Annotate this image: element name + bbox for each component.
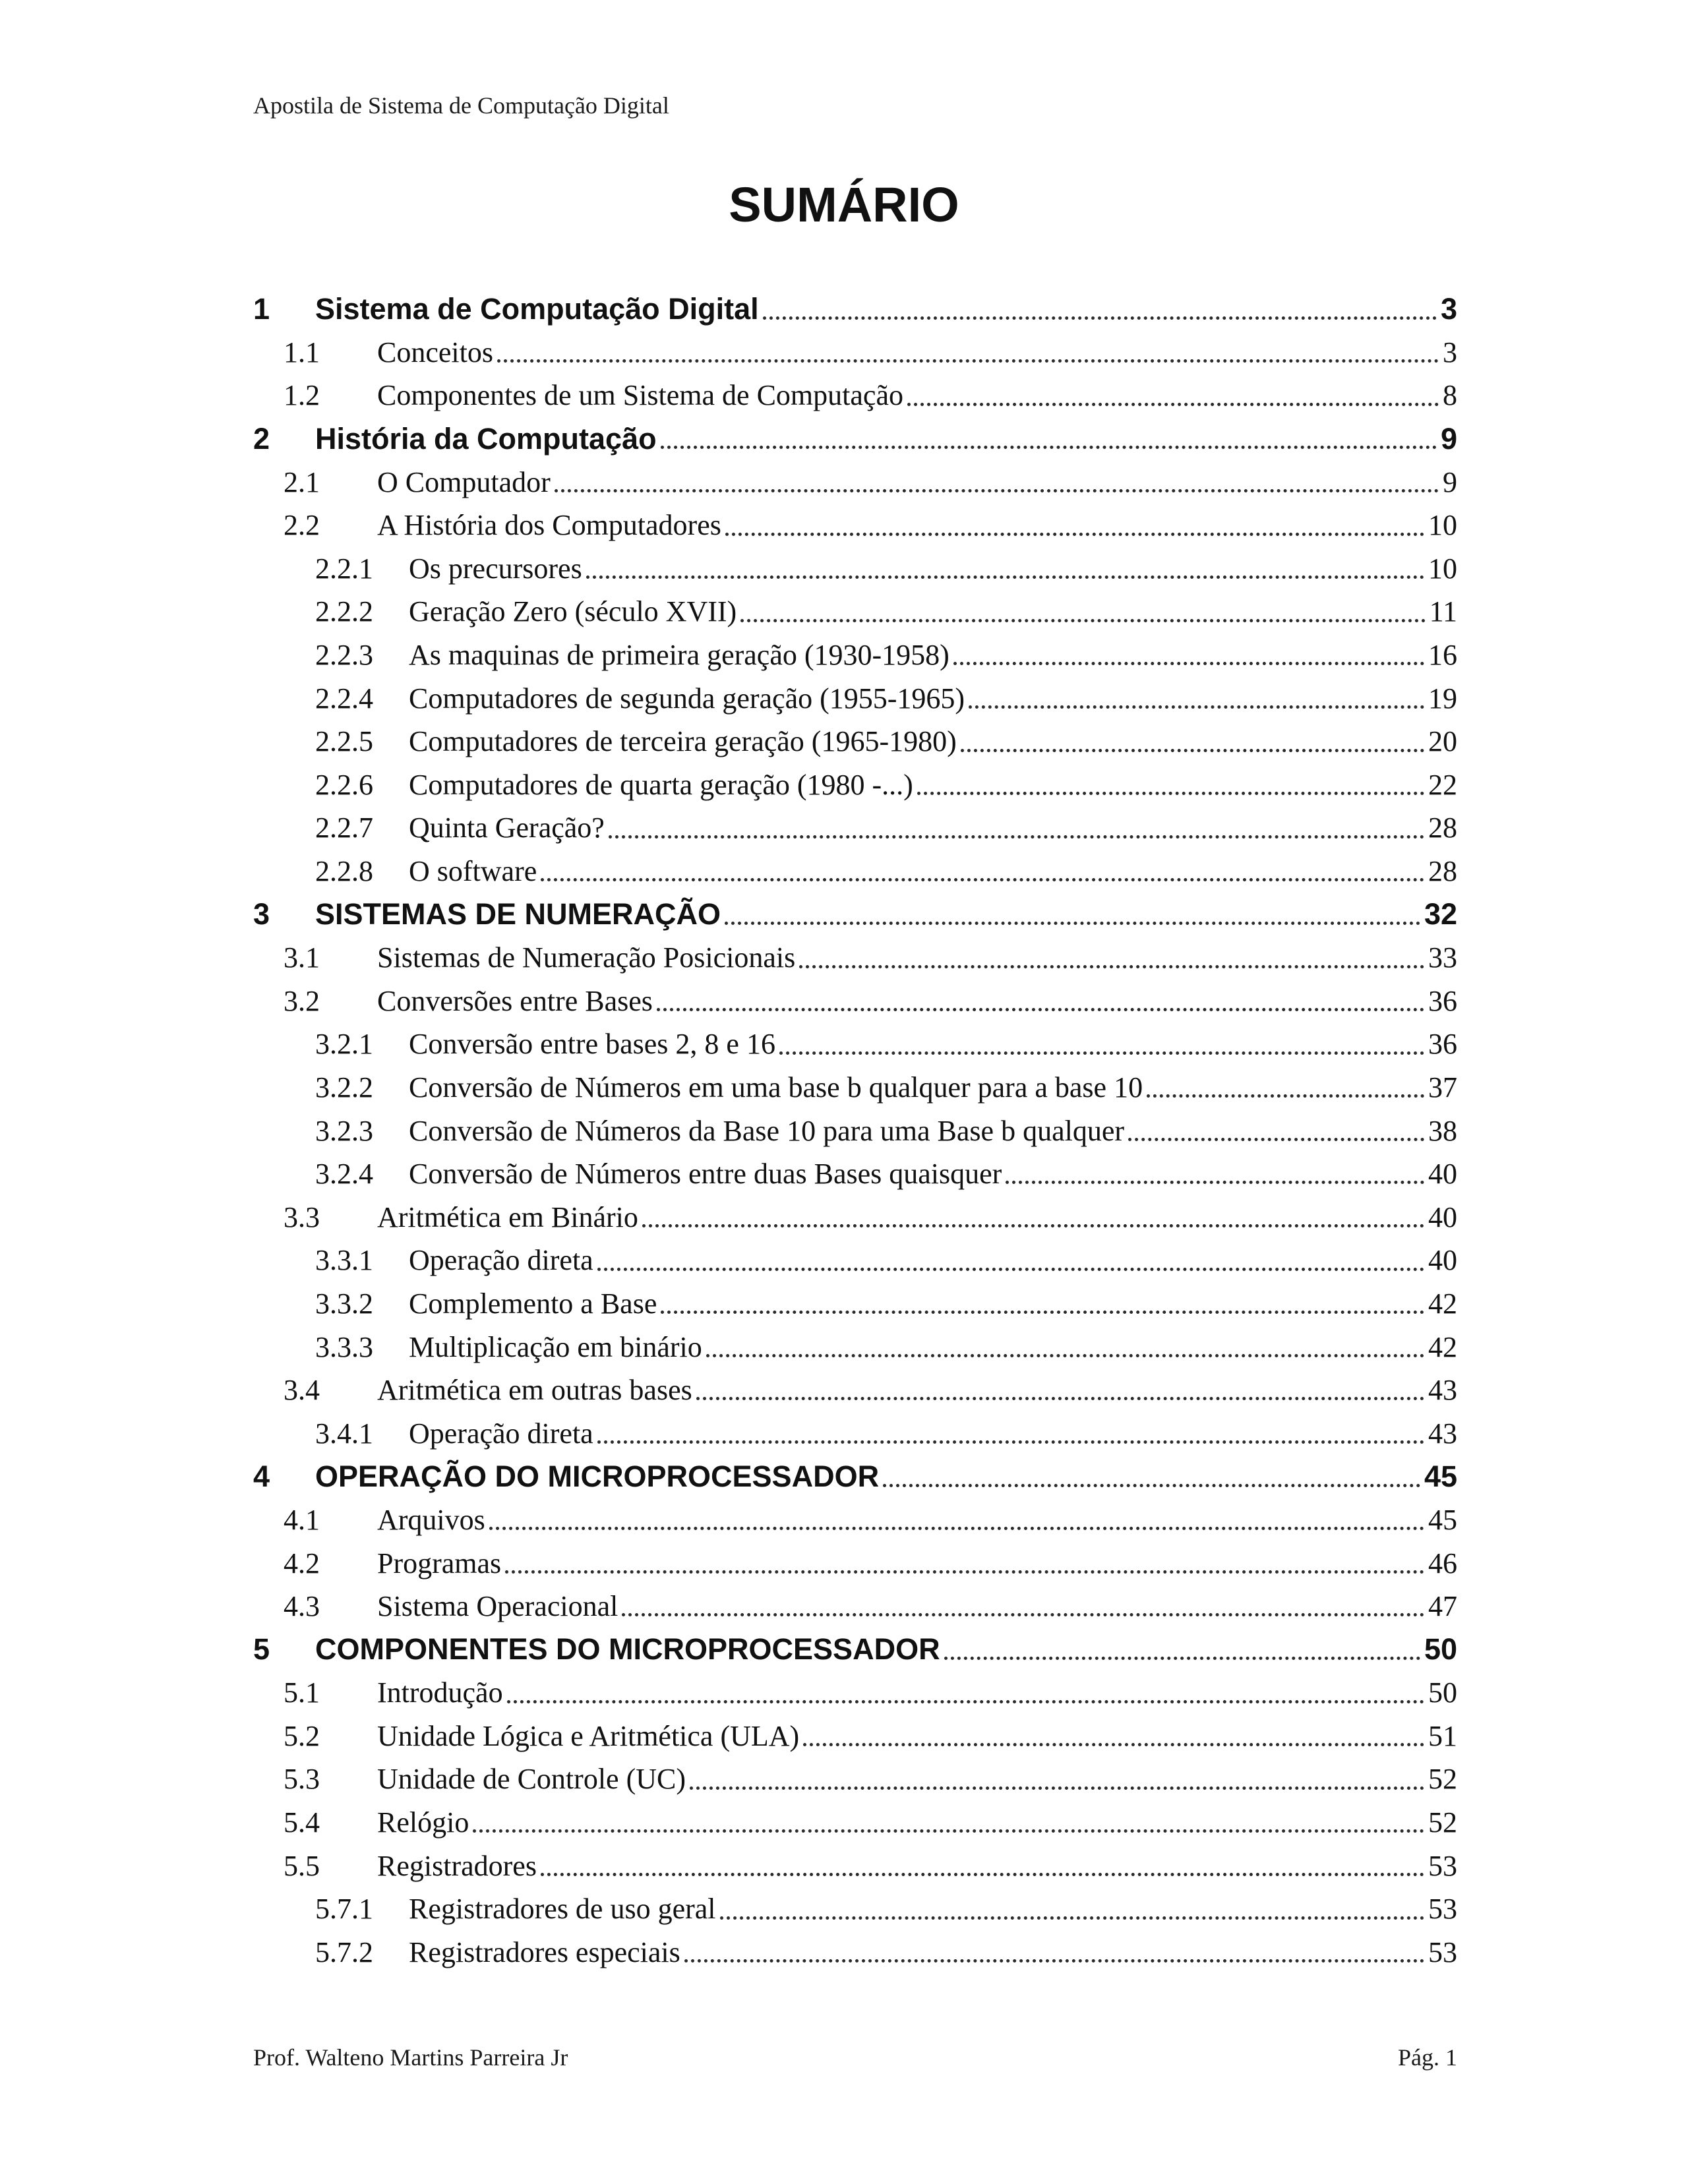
toc-entry-number: 5 xyxy=(253,1632,270,1667)
toc-entry-label: Registradores especiais xyxy=(409,1935,680,1968)
toc-entry-label: OPERAÇÃO DO MICROPROCESSADOR xyxy=(315,1459,880,1493)
dot-leader xyxy=(779,1051,1424,1055)
toc-entry-number: 2.2.1 xyxy=(315,552,373,585)
toc-entry-number: 2.2.5 xyxy=(315,725,373,758)
dot-leader xyxy=(586,576,1424,579)
toc-entry-page: 9 xyxy=(1443,465,1457,498)
toc-entry-label: Conversão de Números da Base 10 para uma Base b qualquer xyxy=(409,1114,1125,1147)
toc-entry-page: 50 xyxy=(1424,1632,1457,1667)
toc-entry-number: 3.4.1 xyxy=(315,1417,373,1450)
toc-entry-label: Programas xyxy=(377,1547,502,1579)
toc-entry[interactable] xyxy=(253,1369,1457,1412)
toc-entry[interactable] xyxy=(253,1801,1457,1845)
toc-entry-number: 3.3.1 xyxy=(315,1244,373,1277)
toc-entry-label: Sistema de Computação Digital xyxy=(315,291,759,326)
dot-leader xyxy=(661,1311,1424,1314)
toc-entry-number: 4.3 xyxy=(284,1590,320,1623)
toc-entry-number: 5.7.1 xyxy=(315,1893,373,1926)
toc-entry-number: 5.2 xyxy=(284,1719,320,1752)
toc-entry-number: 2.2.7 xyxy=(315,812,373,844)
dot-leader xyxy=(541,1873,1424,1876)
toc-entry-label: Introdução xyxy=(377,1676,503,1709)
dot-leader xyxy=(555,489,1439,492)
toc-entry-page: 37 xyxy=(1428,1071,1457,1104)
toc-entry-label: O software xyxy=(409,855,537,888)
dot-leader xyxy=(622,1613,1424,1616)
toc-entry-number: 3.3 xyxy=(284,1200,320,1233)
toc-entry-page: 10 xyxy=(1428,509,1457,542)
toc-entry[interactable] xyxy=(253,287,1457,331)
dot-leader xyxy=(642,1224,1424,1227)
dot-leader xyxy=(497,359,1439,363)
toc-entry-number: 2.2.8 xyxy=(315,855,373,888)
toc-entry[interactable] xyxy=(253,936,1457,980)
toc-entry-page: 53 xyxy=(1428,1935,1457,1968)
toc-entry-page: 8 xyxy=(1443,379,1457,412)
toc-entry-number: 4.1 xyxy=(284,1503,320,1536)
toc-entry-number: 3.2.1 xyxy=(315,1028,373,1061)
dot-leader xyxy=(696,1397,1424,1400)
page-title: SUMÁRIO xyxy=(729,177,959,232)
dot-leader xyxy=(706,1354,1424,1357)
toc-entry-number: 3.3.2 xyxy=(315,1287,373,1320)
toc-entry-page: 9 xyxy=(1440,421,1457,456)
toc-entry-number: 4.2 xyxy=(284,1547,320,1579)
running-footer xyxy=(253,2044,1457,2071)
toc-entry-label: COMPONENTES DO MICROPROCESSADOR xyxy=(315,1632,940,1667)
toc-entry[interactable] xyxy=(253,331,1457,374)
dot-leader xyxy=(725,533,1424,536)
dot-leader xyxy=(690,1786,1424,1790)
toc-entry-number: 3.3.3 xyxy=(315,1330,373,1363)
toc-entry-page: 52 xyxy=(1428,1806,1457,1839)
toc-entry-number: 5.5 xyxy=(284,1849,320,1882)
toc-entry[interactable] xyxy=(253,806,1457,850)
toc-entry-number: 3.4 xyxy=(284,1374,320,1407)
toc-entry-page: 51 xyxy=(1428,1719,1457,1752)
toc-entry[interactable] xyxy=(253,1498,1457,1542)
dot-leader xyxy=(917,792,1424,795)
toc-entry-page: 19 xyxy=(1428,682,1457,715)
toc-entry[interactable] xyxy=(253,676,1457,720)
toc-entry-number: 2.2.4 xyxy=(315,682,373,715)
toc-entry-label: Conversão de Números entre duas Bases quaisquer xyxy=(409,1158,1002,1191)
toc-entry[interactable] xyxy=(253,634,1457,677)
toc-entry[interactable] xyxy=(253,1152,1457,1196)
toc-entry-label: Computadores de quarta geração (1980 -...) xyxy=(409,768,913,801)
toc-entry-page: 20 xyxy=(1428,725,1457,758)
toc-entry-number: 3.1 xyxy=(284,941,320,974)
toc-entry[interactable] xyxy=(253,374,1457,417)
toc-entry-number: 1.1 xyxy=(284,336,320,369)
toc-entry-page: 36 xyxy=(1428,1028,1457,1061)
toc-entry[interactable] xyxy=(253,1455,1457,1498)
toc-entry[interactable] xyxy=(253,504,1457,547)
toc-entry[interactable] xyxy=(253,980,1457,1023)
dot-leader xyxy=(609,835,1424,839)
toc-entry[interactable] xyxy=(253,850,1457,893)
toc-entry-label: SISTEMAS DE NUMERAÇÃO xyxy=(315,897,721,931)
dot-leader xyxy=(803,1743,1424,1746)
toc-entry-label: Componentes de um Sistema de Computação xyxy=(377,379,903,412)
dot-leader xyxy=(661,446,1437,449)
toc-entry-label: Conversões entre Bases xyxy=(377,984,653,1017)
toc-entry-number: 5.3 xyxy=(284,1763,320,1796)
toc-entry-number: 3 xyxy=(253,897,270,931)
toc-entry-label: Aritmética em Binário xyxy=(377,1200,638,1233)
toc-entry-number: 3.2.2 xyxy=(315,1071,373,1104)
toc-entry[interactable] xyxy=(253,1671,1457,1715)
toc-entry-page: 40 xyxy=(1428,1244,1457,1277)
toc-entry-page: 43 xyxy=(1428,1374,1457,1407)
toc-entry-page: 38 xyxy=(1428,1114,1457,1147)
toc-entry-label: Relógio xyxy=(377,1806,469,1839)
toc-entry[interactable] xyxy=(253,1757,1457,1801)
dot-leader xyxy=(907,403,1439,406)
dot-leader xyxy=(1128,1138,1424,1141)
dot-leader xyxy=(763,316,1437,320)
toc-entry-page: 42 xyxy=(1428,1330,1457,1363)
toc-entry-label: Computadores de terceira geração (1965-1980) xyxy=(409,725,957,758)
toc-entry[interactable] xyxy=(253,1541,1457,1585)
toc-entry-number: 3.2.4 xyxy=(315,1158,373,1191)
toc-entry[interactable] xyxy=(253,1411,1457,1455)
toc-entry-page: 3 xyxy=(1440,291,1457,326)
dot-leader xyxy=(953,662,1424,665)
toc-entry-number: 2.2.2 xyxy=(315,595,373,628)
toc-entry-label: Unidade de Controle (UC) xyxy=(377,1763,686,1796)
footer-page-number: Pág. 1 xyxy=(1398,2044,1457,2071)
toc-entry[interactable] xyxy=(253,1109,1457,1152)
toc-entry-label: As maquinas de primeira geração (1930-1958) xyxy=(409,639,950,672)
toc-entry-page: 28 xyxy=(1428,812,1457,844)
dot-leader xyxy=(597,1268,1424,1271)
toc-entry[interactable] xyxy=(253,1022,1457,1066)
toc-entry[interactable] xyxy=(253,720,1457,763)
toc-entry-number: 3.2 xyxy=(284,984,320,1017)
dot-leader xyxy=(684,1959,1424,1963)
footer-author: Prof. Walteno Martins Parreira Jr xyxy=(253,2044,568,2071)
toc-entry-page: 16 xyxy=(1428,639,1457,672)
toc-entry[interactable] xyxy=(253,417,1457,461)
toc-entry[interactable] xyxy=(253,763,1457,807)
dot-leader xyxy=(1147,1094,1424,1098)
toc-entry-page: 40 xyxy=(1428,1158,1457,1191)
toc-entry-page: 28 xyxy=(1428,855,1457,888)
toc-entry-page: 47 xyxy=(1428,1590,1457,1623)
toc-entry-page: 33 xyxy=(1428,941,1457,974)
toc-entry-label: Geração Zero (século XVII) xyxy=(409,595,737,628)
toc-entry[interactable] xyxy=(253,547,1457,591)
toc-entry-label: História da Computação xyxy=(315,421,657,456)
dot-leader xyxy=(473,1829,1424,1833)
toc-entry-label: Conceitos xyxy=(377,336,493,369)
running-header: Apostila de Sistema de Computação Digital xyxy=(253,92,669,119)
toc-entry-number: 1.2 xyxy=(284,379,320,412)
toc-entry-label: Unidade Lógica e Aritmética (ULA) xyxy=(377,1719,800,1752)
toc-entry-number: 4 xyxy=(253,1459,270,1493)
toc-entry[interactable] xyxy=(253,1844,1457,1887)
dot-leader xyxy=(505,1570,1424,1574)
toc-entry-number: 2.2 xyxy=(284,509,320,542)
toc-entry-label: Registradores de uso geral xyxy=(409,1893,716,1926)
dot-leader xyxy=(725,922,1420,925)
toc-entry-label: Operação direta xyxy=(409,1244,593,1277)
toc-entry-page: 45 xyxy=(1424,1459,1457,1493)
toc-entry[interactable] xyxy=(253,590,1457,634)
toc-entry[interactable] xyxy=(253,1239,1457,1282)
toc-entry-page: 11 xyxy=(1429,595,1457,628)
toc-entry[interactable] xyxy=(253,1325,1457,1369)
toc-entry-page: 3 xyxy=(1443,336,1457,369)
toc-entry-label: Complemento a Base xyxy=(409,1287,657,1320)
toc-entry-number: 3.2.3 xyxy=(315,1114,373,1147)
toc-entry-page: 50 xyxy=(1428,1676,1457,1709)
dot-leader xyxy=(961,749,1424,752)
dot-leader xyxy=(1006,1181,1424,1184)
toc-entry-label: Os precursores xyxy=(409,552,582,585)
toc-entry-page: 46 xyxy=(1428,1547,1457,1579)
table-of-contents xyxy=(253,287,1457,1974)
dot-leader xyxy=(507,1700,1424,1703)
toc-entry[interactable] xyxy=(253,1628,1457,1671)
dot-leader xyxy=(740,619,1425,622)
toc-entry[interactable] xyxy=(253,893,1457,936)
toc-entry-page: 32 xyxy=(1424,897,1457,931)
toc-entry-page: 43 xyxy=(1428,1417,1457,1450)
toc-entry-label: Sistema Operacional xyxy=(377,1590,618,1623)
toc-entry-page: 40 xyxy=(1428,1200,1457,1233)
toc-entry[interactable] xyxy=(253,1066,1457,1109)
toc-entry-number: 1 xyxy=(253,291,270,326)
toc-entry-number: 2 xyxy=(253,421,270,456)
toc-entry-label: O Computador xyxy=(377,465,551,498)
dot-leader xyxy=(597,1440,1424,1444)
toc-entry[interactable] xyxy=(253,1282,1457,1326)
toc-entry-label: Registradores xyxy=(377,1849,537,1882)
toc-entry-label: Conversão entre bases 2, 8 e 16 xyxy=(409,1028,775,1061)
toc-entry-page: 45 xyxy=(1428,1503,1457,1536)
toc-entry-label: Aritmética em outras bases xyxy=(377,1374,692,1407)
toc-entry-number: 2.2.3 xyxy=(315,639,373,672)
dot-leader xyxy=(883,1484,1420,1487)
toc-entry-label: Multiplicação em binário xyxy=(409,1330,702,1363)
toc-entry-label: Quinta Geração? xyxy=(409,812,605,844)
toc-entry-number: 2.1 xyxy=(284,465,320,498)
toc-entry-number: 5.1 xyxy=(284,1676,320,1709)
toc-entry-number: 2.2.6 xyxy=(315,768,373,801)
toc-entry[interactable] xyxy=(253,1931,1457,1974)
toc-entry-label: Sistemas de Numeração Posicionais xyxy=(377,941,796,974)
dot-leader xyxy=(799,965,1424,968)
toc-entry-page: 53 xyxy=(1428,1849,1457,1882)
toc-entry-page: 42 xyxy=(1428,1287,1457,1320)
toc-entry-label: Arquivos xyxy=(377,1503,485,1536)
toc-entry-label: A História dos Computadores xyxy=(377,509,721,542)
toc-entry-page: 53 xyxy=(1428,1893,1457,1926)
toc-entry-number: 5.4 xyxy=(284,1806,320,1839)
toc-entry-page: 10 xyxy=(1428,552,1457,585)
dot-leader xyxy=(720,1916,1424,1920)
dot-leader xyxy=(489,1527,1424,1530)
toc-entry[interactable] xyxy=(253,1715,1457,1758)
toc-entry-page: 52 xyxy=(1428,1763,1457,1796)
toc-entry-label: Computadores de segunda geração (1955-1965) xyxy=(409,682,965,715)
dot-leader xyxy=(541,878,1424,881)
toc-entry[interactable] xyxy=(253,460,1457,504)
toc-entry[interactable] xyxy=(253,1585,1457,1628)
toc-entry-page: 36 xyxy=(1428,984,1457,1017)
toc-entry-page: 22 xyxy=(1428,768,1457,801)
toc-entry-number: 5.7.2 xyxy=(315,1935,373,1968)
dot-leader xyxy=(944,1657,1420,1660)
toc-entry-label: Conversão de Números em uma base b qualquer para a base 10 xyxy=(409,1071,1143,1104)
dot-leader xyxy=(969,705,1424,709)
dot-leader xyxy=(657,1008,1424,1011)
toc-entry[interactable] xyxy=(253,1195,1457,1239)
toc-entry-label: Operação direta xyxy=(409,1417,593,1450)
toc-entry[interactable] xyxy=(253,1887,1457,1931)
